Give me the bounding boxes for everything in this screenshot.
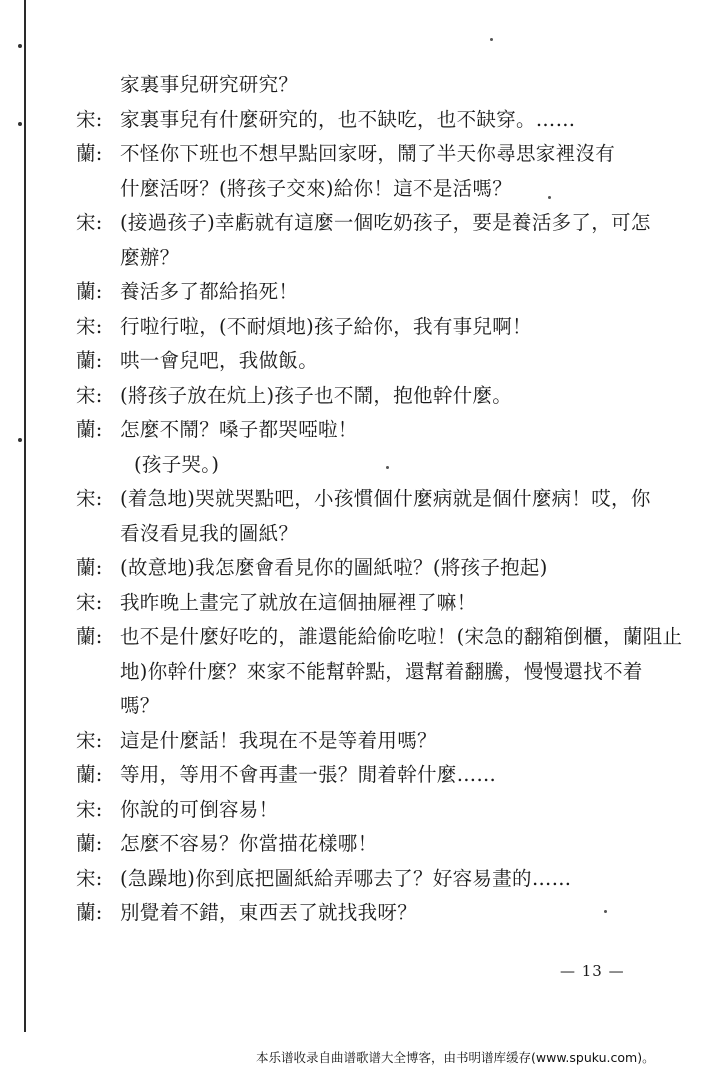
speaker-label: 宋:	[76, 487, 103, 510]
dialogue-text: 你說的可倒容易！	[120, 797, 279, 821]
dialogue-text: (急躁地)你到底把圖紙給弄哪去了？好容易畫的……	[120, 866, 572, 890]
dialogue-text: (故意地)我怎麼會看見你的圖紙啦？(將孩子抱起)	[120, 556, 548, 579]
dialogue-line	[76, 241, 686, 276]
dialogue-line	[76, 206, 686, 241]
binding-edge-line	[24, 0, 26, 1032]
dialogue-text: (接過孩子)幸虧就有這麼一個吃奶孩子，要是養活多了，可怎	[120, 211, 651, 234]
scan-speck	[18, 44, 22, 48]
speaker-label: 蘭:	[76, 349, 103, 372]
speaker-label: 宋:	[76, 797, 103, 821]
speaker-label: 蘭:	[76, 142, 103, 165]
dialogue-text: 怎麼不容易？你當描花樣哪！	[120, 832, 378, 855]
dialogue-text: (着急地)哭就哭點吧，小孩慣個什麼病就是個什麼病！哎，你	[120, 487, 651, 510]
dialogue-text: 行啦行啦，(不耐煩地)孩子給你，我有事兒啊！	[120, 314, 532, 338]
script-text	[76, 68, 686, 931]
dialogue-line	[76, 137, 686, 172]
dialogue-line	[76, 68, 686, 103]
dialogue-text: 家裏事兒有什麼研究的，也不缺吃，也不缺穿。……	[120, 107, 576, 131]
scan-speck	[18, 438, 22, 442]
dialogue-text: 別覺着不錯，東西丟了就找我呀？	[120, 901, 418, 924]
speaker-label: 宋:	[76, 728, 103, 752]
speaker-label: 宋:	[76, 211, 103, 234]
dialogue-line	[76, 172, 686, 207]
dialogue-text: 養活多了都給掐死！	[120, 280, 299, 303]
dialogue-line	[76, 344, 686, 379]
dialogue-line	[76, 620, 686, 655]
dialogue-line	[76, 103, 686, 138]
dialogue-text: 不怪你下班也不想早點回家呀，鬧了半天你尋思家裡沒有	[120, 142, 616, 165]
dialogue-text: 看沒看見我的圖紙？	[120, 521, 299, 545]
speaker-label: 蘭:	[76, 901, 103, 924]
dialogue-text: 家裏事兒研究研究？	[120, 73, 299, 96]
dialogue-text: 什麼活呀？(將孩子交來)給你！這不是活嗎？	[120, 176, 513, 200]
dialogue-text: 怎麼不鬧？嗓子都哭啞啦！	[120, 418, 358, 441]
speaker-label: 蘭:	[76, 418, 103, 441]
speaker-label: 蘭:	[76, 280, 103, 303]
dialogue-line	[76, 517, 686, 552]
dialogue-text: 麼辦？	[120, 245, 180, 269]
dialogue-text: 哄一會兒吧，我做飯。	[120, 349, 319, 372]
dialogue-line	[76, 413, 686, 448]
dialogue-text: 也不是什麼好吃的，誰還能給偷吃啦！(宋急的翻箱倒櫃，蘭阻止	[120, 625, 683, 648]
scan-speck	[490, 38, 493, 41]
dialogue-line	[76, 482, 686, 517]
dialogue-text: 嗎？	[120, 694, 160, 717]
dialogue-line	[76, 379, 686, 414]
dialogue-line	[76, 448, 686, 483]
speaker-label: 蘭:	[76, 625, 103, 648]
page-number: — 13 —	[560, 962, 625, 980]
dialogue-line	[76, 689, 686, 724]
dialogue-line	[76, 275, 686, 310]
dialogue-line	[76, 862, 686, 897]
dialogue-text: (孩子哭。)	[134, 452, 220, 476]
dialogue-text: 我昨晚上畫完了就放在這個抽屜裡了嘛！	[120, 590, 477, 614]
dialogue-line	[76, 310, 686, 345]
speaker-label: 宋:	[76, 107, 103, 131]
dialogue-line	[76, 896, 686, 931]
speaker-label: 宋:	[76, 383, 103, 407]
dialogue-text: 這是什麼話！我現在不是等着用嗎？	[120, 728, 437, 752]
speaker-label: 宋:	[76, 314, 103, 338]
scan-speck	[18, 122, 22, 126]
dialogue-line	[76, 793, 686, 828]
dialogue-text: (將孩子放在炕上)孩子也不鬧，抱他幹什麼。	[120, 383, 513, 407]
dialogue-text: 等用，等用不會再畫一張？閒着幹什麼……	[120, 763, 497, 786]
dialogue-line	[76, 586, 686, 621]
speaker-label: 蘭:	[76, 763, 103, 786]
dialogue-line	[76, 724, 686, 759]
dialogue-line	[76, 758, 686, 793]
speaker-label: 宋:	[76, 866, 103, 890]
dialogue-line	[76, 551, 686, 586]
dialogue-line	[76, 655, 686, 690]
source-footer: 本乐谱收录自曲谱歌谱大全博客，由书明谱库缓存(www.spuku.com)。	[256, 1050, 655, 1065]
speaker-label: 宋:	[76, 590, 103, 614]
dialogue-line	[76, 827, 686, 862]
speaker-label: 蘭:	[76, 832, 103, 855]
speaker-label: 蘭:	[76, 556, 103, 579]
dialogue-text: 地)你幹什麼？來家不能幫幹點，還幫着翻騰，慢慢還找不着	[120, 659, 643, 683]
